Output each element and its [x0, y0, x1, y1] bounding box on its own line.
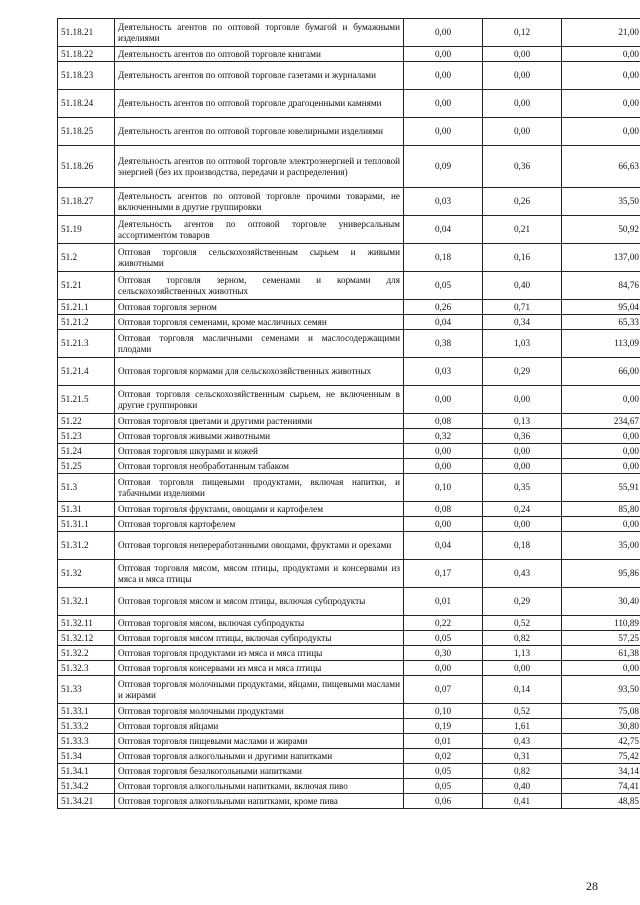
- table-row: [58, 502, 640, 517]
- value-cell-3: 75,42: [562, 749, 640, 764]
- table-row: [58, 272, 640, 300]
- value-cell-2: 0,71: [483, 300, 562, 315]
- activity-description-cell: Деятельность агентов по оптовой торговле бумагой и бумажными изделиями: [115, 19, 404, 47]
- value-cell-2: 0,24: [483, 502, 562, 517]
- value-cell-1: 0,01: [404, 588, 483, 616]
- value-cell-2: 0,18: [483, 532, 562, 560]
- value-cell-2: 1,61: [483, 719, 562, 734]
- value-cell-3: 34,14: [562, 764, 640, 779]
- activity-code-cell: 51.21.4: [58, 358, 115, 386]
- activity-code-cell: 51.33.1: [58, 704, 115, 719]
- activity-description-cell: Оптовая торговля мясом, включая субпродукты: [115, 616, 404, 631]
- activity-description-cell: Оптовая торговля пищевыми маслами и жирами: [115, 734, 404, 749]
- table-row: [58, 734, 640, 749]
- value-cell-1: 0,04: [404, 532, 483, 560]
- activity-description-cell: Оптовая торговля живыми животными: [115, 429, 404, 444]
- value-cell-1: 0,19: [404, 719, 483, 734]
- value-cell-3: 30,40: [562, 588, 640, 616]
- value-cell-1: 0,08: [404, 414, 483, 429]
- value-cell-3: 234,67: [562, 414, 640, 429]
- activity-code-cell: 51.25: [58, 459, 115, 474]
- activity-description-cell: Оптовая торговля мясом и мясом птицы, включая субпродукты: [115, 588, 404, 616]
- activity-description-cell: Оптовая торговля молочными продуктами: [115, 704, 404, 719]
- activity-code-cell: 51.31.2: [58, 532, 115, 560]
- value-cell-3: 35,00: [562, 532, 640, 560]
- activity-description-cell: Оптовая торговля продуктами из мяса и мяса птицы: [115, 646, 404, 661]
- value-cell-3: 0,00: [562, 90, 640, 118]
- activity-code-cell: 51.21.1: [58, 300, 115, 315]
- value-cell-3: 55,91: [562, 474, 640, 502]
- value-cell-1: 0,05: [404, 764, 483, 779]
- value-cell-3: 66,63: [562, 146, 640, 188]
- table-row: [58, 779, 640, 794]
- value-cell-3: 0,00: [562, 429, 640, 444]
- activity-description-cell: Оптовая торговля алкогольными напитками, кроме пива: [115, 794, 404, 809]
- activity-code-cell: 51.32.11: [58, 616, 115, 631]
- activity-description-cell: Оптовая торговля зерном: [115, 300, 404, 315]
- value-cell-2: 0,00: [483, 90, 562, 118]
- activity-description-cell: Оптовая торговля алкогольными и другими напитками: [115, 749, 404, 764]
- table-row: [58, 414, 640, 429]
- value-cell-1: 0,17: [404, 560, 483, 588]
- activity-code-cell: 51.32.3: [58, 661, 115, 676]
- value-cell-3: 95,86: [562, 560, 640, 588]
- value-cell-3: 0,00: [562, 62, 640, 90]
- value-cell-2: 0,43: [483, 734, 562, 749]
- value-cell-3: 0,00: [562, 47, 640, 62]
- activity-code-cell: 51.34.2: [58, 779, 115, 794]
- table-row: [58, 719, 640, 734]
- activity-code-cell: 51.18.24: [58, 90, 115, 118]
- table-body: [58, 19, 640, 809]
- value-cell-2: 0,41: [483, 794, 562, 809]
- activity-description-cell: Оптовая торговля сельскохозяйственным сырьем и живыми животными: [115, 244, 404, 272]
- value-cell-1: 0,00: [404, 47, 483, 62]
- value-cell-2: 0,00: [483, 661, 562, 676]
- value-cell-2: 0,35: [483, 474, 562, 502]
- value-cell-1: 0,04: [404, 216, 483, 244]
- activity-description-cell: Оптовая торговля сельскохозяйственным сырьем, не включенным в другие группировки: [115, 386, 404, 414]
- activity-code-cell: 51.34.1: [58, 764, 115, 779]
- value-cell-3: 30,80: [562, 719, 640, 734]
- table-row: [58, 216, 640, 244]
- activity-code-cell: 51.24: [58, 444, 115, 459]
- table-row: [58, 646, 640, 661]
- activity-description-cell: Оптовая торговля картофелем: [115, 517, 404, 532]
- activity-code-cell: 51.18.21: [58, 19, 115, 47]
- activity-code-cell: 51.34.21: [58, 794, 115, 809]
- activity-code-cell: 51.21.5: [58, 386, 115, 414]
- value-cell-1: 0,32: [404, 429, 483, 444]
- activity-code-cell: 51.21.3: [58, 330, 115, 358]
- table-row: [58, 676, 640, 704]
- activity-code-cell: 51.23: [58, 429, 115, 444]
- activity-code-cell: 51.31: [58, 502, 115, 517]
- activity-code-cell: 51.33: [58, 676, 115, 704]
- activity-description-cell: Деятельность агентов по оптовой торговле драгоценными камнями: [115, 90, 404, 118]
- value-cell-1: 0,10: [404, 704, 483, 719]
- activity-code-cell: 51.32.1: [58, 588, 115, 616]
- table-row: [58, 794, 640, 809]
- value-cell-1: 0,00: [404, 19, 483, 47]
- table-row: [58, 358, 640, 386]
- value-cell-3: 93,50: [562, 676, 640, 704]
- value-cell-1: 0,00: [404, 386, 483, 414]
- activity-description-cell: Оптовая торговля необработанным табаком: [115, 459, 404, 474]
- value-cell-1: 0,22: [404, 616, 483, 631]
- value-cell-1: 0,03: [404, 188, 483, 216]
- value-cell-3: 65,33: [562, 315, 640, 330]
- activity-description-cell: Оптовая торговля мясом птицы, включая субпродукты: [115, 631, 404, 646]
- table-row: [58, 118, 640, 146]
- value-cell-1: 0,05: [404, 631, 483, 646]
- value-cell-2: 0,16: [483, 244, 562, 272]
- activity-code-cell: 51.18.23: [58, 62, 115, 90]
- value-cell-3: 61,38: [562, 646, 640, 661]
- value-cell-1: 0,00: [404, 90, 483, 118]
- value-cell-2: 0,26: [483, 188, 562, 216]
- value-cell-2: 0,00: [483, 386, 562, 414]
- value-cell-1: 0,00: [404, 517, 483, 532]
- value-cell-2: 0,43: [483, 560, 562, 588]
- value-cell-2: 0,00: [483, 62, 562, 90]
- activity-description-cell: Деятельность агентов по оптовой торговле универсальным ассортиментом товаров: [115, 216, 404, 244]
- value-cell-3: 57,25: [562, 631, 640, 646]
- activity-description-cell: Оптовая торговля цветами и другими растениями: [115, 414, 404, 429]
- table-row: [58, 749, 640, 764]
- activity-description-cell: Деятельность агентов по оптовой торговле прочими товарами, не включенными в другие группировки: [115, 188, 404, 216]
- value-cell-1: 0,05: [404, 779, 483, 794]
- value-cell-2: 0,29: [483, 358, 562, 386]
- activity-description-cell: Оптовая торговля пищевыми продуктами, включая напитки, и табачными изделиями: [115, 474, 404, 502]
- table-row: [58, 386, 640, 414]
- value-cell-1: 0,05: [404, 272, 483, 300]
- table-row: [58, 444, 640, 459]
- activity-code-cell: 51.31.1: [58, 517, 115, 532]
- table-row: [58, 62, 640, 90]
- value-cell-2: 0,52: [483, 616, 562, 631]
- value-cell-2: 0,52: [483, 704, 562, 719]
- activity-description-cell: Оптовая торговля масличными семенами и маслосодержащими плодами: [115, 330, 404, 358]
- value-cell-1: 0,07: [404, 676, 483, 704]
- activity-description-cell: Оптовая торговля фруктами, овощами и картофелем: [115, 502, 404, 517]
- value-cell-3: 113,09: [562, 330, 640, 358]
- table-row: [58, 47, 640, 62]
- value-cell-2: 1,03: [483, 330, 562, 358]
- table-row: [58, 704, 640, 719]
- table-row: [58, 764, 640, 779]
- activity-code-cell: 51.32.12: [58, 631, 115, 646]
- value-cell-2: 0,40: [483, 779, 562, 794]
- table-row: [58, 532, 640, 560]
- value-cell-3: 75,08: [562, 704, 640, 719]
- value-cell-3: 0,00: [562, 517, 640, 532]
- table-row: [58, 661, 640, 676]
- table-row: [58, 244, 640, 272]
- activity-code-cell: 51.18.26: [58, 146, 115, 188]
- table-row: [58, 560, 640, 588]
- value-cell-1: 0,26: [404, 300, 483, 315]
- table-row: [58, 146, 640, 188]
- page-number: 28: [586, 879, 598, 893]
- value-cell-3: 95,04: [562, 300, 640, 315]
- table-row: [58, 459, 640, 474]
- table-row: [58, 90, 640, 118]
- activity-code-cell: 51.32.2: [58, 646, 115, 661]
- activity-description-cell: Оптовая торговля яйцами: [115, 719, 404, 734]
- value-cell-3: 85,80: [562, 502, 640, 517]
- value-cell-1: 0,00: [404, 118, 483, 146]
- value-cell-1: 0,10: [404, 474, 483, 502]
- value-cell-2: 0,12: [483, 19, 562, 47]
- table-row: [58, 429, 640, 444]
- value-cell-3: 137,00: [562, 244, 640, 272]
- activity-code-cell: 51.34: [58, 749, 115, 764]
- activity-description-cell: Оптовая торговля безалкогольными напитками: [115, 764, 404, 779]
- value-cell-2: 0,13: [483, 414, 562, 429]
- table-row: [58, 631, 640, 646]
- value-cell-2: 0,34: [483, 315, 562, 330]
- activity-description-cell: Оптовая торговля консервами из мяса и мяса птицы: [115, 661, 404, 676]
- value-cell-2: 0,00: [483, 118, 562, 146]
- value-cell-3: 74,41: [562, 779, 640, 794]
- value-cell-1: 0,38: [404, 330, 483, 358]
- activity-code-cell: 51.18.25: [58, 118, 115, 146]
- table-row: [58, 188, 640, 216]
- value-cell-3: 0,00: [562, 118, 640, 146]
- value-cell-1: 0,00: [404, 444, 483, 459]
- value-cell-1: 0,09: [404, 146, 483, 188]
- value-cell-1: 0,06: [404, 794, 483, 809]
- value-cell-1: 0,04: [404, 315, 483, 330]
- value-cell-1: 0,01: [404, 734, 483, 749]
- value-cell-1: 0,30: [404, 646, 483, 661]
- value-cell-2: 0,00: [483, 47, 562, 62]
- value-cell-3: 0,00: [562, 444, 640, 459]
- value-cell-2: 0,29: [483, 588, 562, 616]
- table-row: [58, 616, 640, 631]
- value-cell-3: 0,00: [562, 661, 640, 676]
- value-cell-3: 0,00: [562, 386, 640, 414]
- value-cell-2: 0,40: [483, 272, 562, 300]
- value-cell-1: 0,08: [404, 502, 483, 517]
- table-row: [58, 300, 640, 315]
- activity-code-cell: 51.18.27: [58, 188, 115, 216]
- value-cell-3: 66,00: [562, 358, 640, 386]
- table-row: [58, 588, 640, 616]
- value-cell-3: 0,00: [562, 459, 640, 474]
- activity-code-cell: 51.18.22: [58, 47, 115, 62]
- value-cell-1: 0,02: [404, 749, 483, 764]
- activity-code-cell: 51.32: [58, 560, 115, 588]
- value-cell-3: 110,89: [562, 616, 640, 631]
- value-cell-3: 35,50: [562, 188, 640, 216]
- activity-description-cell: Оптовая торговля зерном, семенами и кормами для сельскохозяйственных животных: [115, 272, 404, 300]
- value-cell-3: 42,75: [562, 734, 640, 749]
- value-cell-3: 84,76: [562, 272, 640, 300]
- value-cell-1: 0,00: [404, 661, 483, 676]
- table-row: [58, 474, 640, 502]
- value-cell-2: 0,21: [483, 216, 562, 244]
- activity-description-cell: Деятельность агентов по оптовой торговле газетами и журналами: [115, 62, 404, 90]
- table-row: [58, 19, 640, 47]
- activity-description-cell: Оптовая торговля молочными продуктами, яйцами, пищевыми маслами и жирами: [115, 676, 404, 704]
- activity-description-cell: Деятельность агентов по оптовой торговле ювелирными изделиями: [115, 118, 404, 146]
- activity-description-cell: Оптовая торговля семенами, кроме масличных семян: [115, 315, 404, 330]
- table-row: [58, 330, 640, 358]
- value-cell-3: 21,00: [562, 19, 640, 47]
- value-cell-3: 48,85: [562, 794, 640, 809]
- value-cell-2: 0,00: [483, 444, 562, 459]
- classifier-table: [57, 18, 640, 809]
- value-cell-2: 0,36: [483, 429, 562, 444]
- value-cell-2: 0,36: [483, 146, 562, 188]
- value-cell-2: 0,31: [483, 749, 562, 764]
- value-cell-2: 0,14: [483, 676, 562, 704]
- activity-code-cell: 51.21: [58, 272, 115, 300]
- table-row: [58, 315, 640, 330]
- value-cell-1: 0,00: [404, 459, 483, 474]
- value-cell-2: 0,00: [483, 459, 562, 474]
- activity-description-cell: Оптовая торговля непереработанными овощами, фруктами и орехами: [115, 532, 404, 560]
- value-cell-1: 0,03: [404, 358, 483, 386]
- table-row: [58, 517, 640, 532]
- activity-code-cell: 51.33.2: [58, 719, 115, 734]
- value-cell-1: 0,18: [404, 244, 483, 272]
- activity-code-cell: 51.19: [58, 216, 115, 244]
- value-cell-1: 0,00: [404, 62, 483, 90]
- value-cell-2: 1,13: [483, 646, 562, 661]
- value-cell-3: 50,92: [562, 216, 640, 244]
- activity-description-cell: Деятельность агентов по оптовой торговле книгами: [115, 47, 404, 62]
- activity-description-cell: Оптовая торговля шкурами и кожей: [115, 444, 404, 459]
- activity-code-cell: 51.2: [58, 244, 115, 272]
- activity-code-cell: 51.3: [58, 474, 115, 502]
- value-cell-2: 0,00: [483, 517, 562, 532]
- activity-code-cell: 51.21.2: [58, 315, 115, 330]
- activity-code-cell: 51.22: [58, 414, 115, 429]
- activity-description-cell: Оптовая торговля мясом, мясом птицы, продуктами и консервами из мяса и мяса птицы: [115, 560, 404, 588]
- activity-code-cell: 51.33.3: [58, 734, 115, 749]
- activity-description-cell: Деятельность агентов по оптовой торговле электроэнергией и тепловой энергией (без их производства, передачи и распределения): [115, 146, 404, 188]
- activity-description-cell: Оптовая торговля кормами для сельскохозяйственных животных: [115, 358, 404, 386]
- value-cell-2: 0,82: [483, 631, 562, 646]
- activity-description-cell: Оптовая торговля алкогольными напитками, включая пиво: [115, 779, 404, 794]
- value-cell-2: 0,82: [483, 764, 562, 779]
